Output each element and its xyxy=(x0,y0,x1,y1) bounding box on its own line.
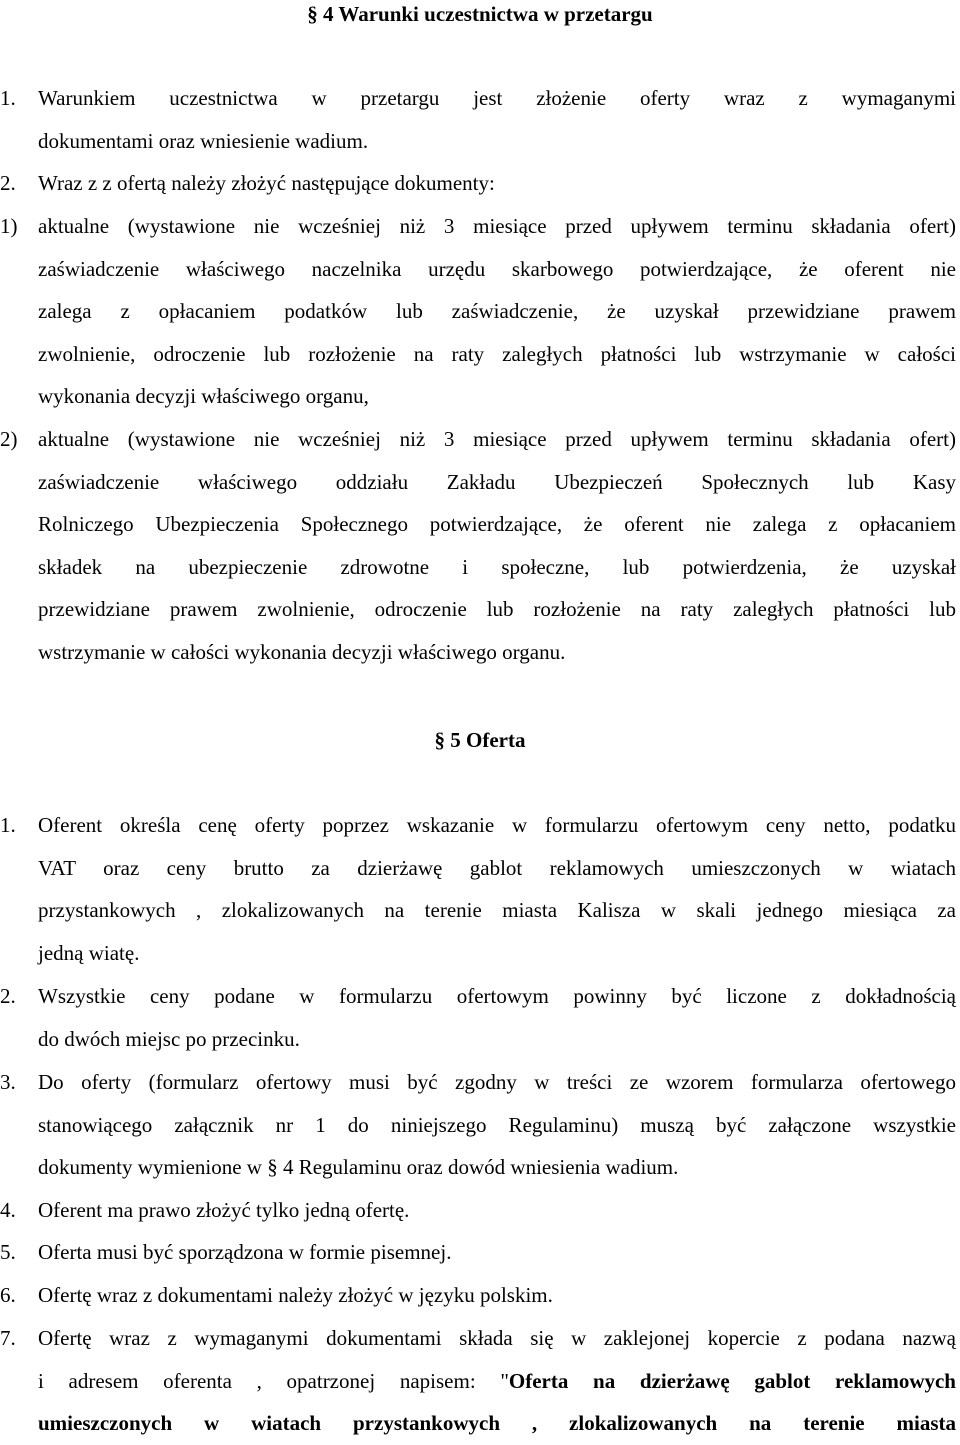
item-number: 5. xyxy=(0,1240,16,1264)
text-line: jedną wiatę. xyxy=(38,940,140,965)
text-line: składek na ubezpieczenie zdrowotne i społeczne, lub potwierdzenia, że uzyskał xyxy=(38,554,956,579)
text-line: Oferent określa cenę oferty poprzez wskazanie w formularzu ofertowym ceny netto, podatku xyxy=(38,813,956,837)
text-line: zaświadczenie właściwego oddziału Zakładu Ubezpieczeń Społecznych lub Kasy xyxy=(38,469,956,494)
text-line: stanowiącego załącznik nr 1 do niniejszego Regulaminu) muszą być załączone wszystkie xyxy=(38,1112,956,1137)
section-4-heading: § 4 Warunki uczestnictwa w przetargu xyxy=(307,2,653,26)
item-text xyxy=(38,162,956,205)
text-line: zalega z opłacaniem podatków lub zaświadczenie, że uzyskał przewidziane prawem xyxy=(38,299,956,323)
item-number: 2) xyxy=(0,427,18,451)
item-text xyxy=(38,975,956,1060)
text-line: VAT oraz ceny brutto za dzierżawę gablot reklamowych umieszczonych w wiatach xyxy=(38,855,956,880)
section-5-heading: § 5 Oferta xyxy=(434,728,526,752)
text-line: Do oferty (formularz ofertowy musi być zgodny w treści ze wzorem formularza ofertowego xyxy=(38,1070,956,1094)
item-text xyxy=(38,418,956,673)
item-text xyxy=(38,804,956,974)
text-line: Rolniczego Ubezpieczenia Społecznego potwierdzające, że oferent nie zalega z opłacaniem xyxy=(38,512,956,536)
text-line: Wszystkie ceny podane w formularzu ofertowym powinny być liczone z dokładnością xyxy=(38,984,956,1008)
item-text xyxy=(38,1274,956,1317)
item-number: 1) xyxy=(0,214,18,238)
text-line: dokumentami oraz wniesienie wadium. xyxy=(38,128,369,153)
text-line: zaświadczenie właściwego naczelnika urzędu skarbowego potwierdzające, że oferent nie xyxy=(38,256,956,281)
text-line: zwolnienie, odroczenie lub rozłożenie na raty zaległych płatności lub wstrzymanie w całości xyxy=(38,341,956,366)
text-line: Warunkiem uczestnictwa w przetargu jest złożenie oferty wraz z wymaganymi xyxy=(38,86,956,110)
item-text xyxy=(38,1189,956,1232)
item-number: 3. xyxy=(0,1070,16,1094)
offer-inscription-bold-line: umieszczonych w wiatach przystankowych , zlokalizowanych na terenie miasta xyxy=(38,1411,956,1435)
item-text xyxy=(38,77,956,162)
offer-inscription-bold: Oferta na dzierżawę gablot reklamowych xyxy=(508,1368,956,1393)
item-number: 2. xyxy=(0,171,16,195)
item-text xyxy=(38,1317,956,1445)
item-number: 4. xyxy=(0,1198,16,1222)
text-fragment: i adresem oferenta , opatrzonej napisem: " xyxy=(38,1368,509,1393)
item-number: 7. xyxy=(0,1326,16,1350)
text-line: przewidziane prawem zwolnienie, odroczenie lub rozłożenie na raty zaległych płatności lub xyxy=(38,597,956,621)
text-line: przystankowych , zlokalizowanych na terenie miasta Kalisza w skali jednego miesiąca za xyxy=(38,898,956,922)
text-line: Ofertę wraz z wymaganymi dokumentami składa się w zaklejonej kopercie z podana nazwą xyxy=(38,1326,956,1350)
text-line: aktualne (wystawione nie wcześniej niż 3 miesiące przed upływem terminu składania ofert) xyxy=(38,427,956,451)
item-text xyxy=(38,1061,956,1189)
item-number: 6. xyxy=(0,1283,16,1307)
item-number: 1. xyxy=(0,813,16,837)
item-text xyxy=(38,1231,956,1274)
text-line: wykonania decyzji właściwego organu, xyxy=(38,384,369,408)
text-line: Wraz z z ofertą należy złożyć następujące dokumenty: xyxy=(38,171,495,195)
item-number: 2. xyxy=(0,984,16,1008)
text-line: dokumenty wymienione w § 4 Regulaminu oraz dowód wniesienia wadium. xyxy=(38,1155,679,1179)
text-line xyxy=(38,1360,956,1403)
text-line: Oferta musi być sporządzona w formie pisemnej. xyxy=(38,1240,452,1264)
text-line: aktualne (wystawione nie wcześniej niż 3 miesiące przed upływem terminu składania ofert) xyxy=(38,214,956,238)
text-line: Oferent ma prawo złożyć tylko jedną ofertę. xyxy=(38,1198,410,1222)
item-text xyxy=(38,205,956,418)
item-number: 1. xyxy=(0,86,16,110)
text-line: Ofertę wraz z dokumentami należy złożyć w języku polskim. xyxy=(38,1283,553,1307)
text-line: do dwóch miejsc po przecinku. xyxy=(38,1026,300,1051)
text-line: wstrzymanie w całości wykonania decyzji właściwego organu. xyxy=(38,639,566,664)
